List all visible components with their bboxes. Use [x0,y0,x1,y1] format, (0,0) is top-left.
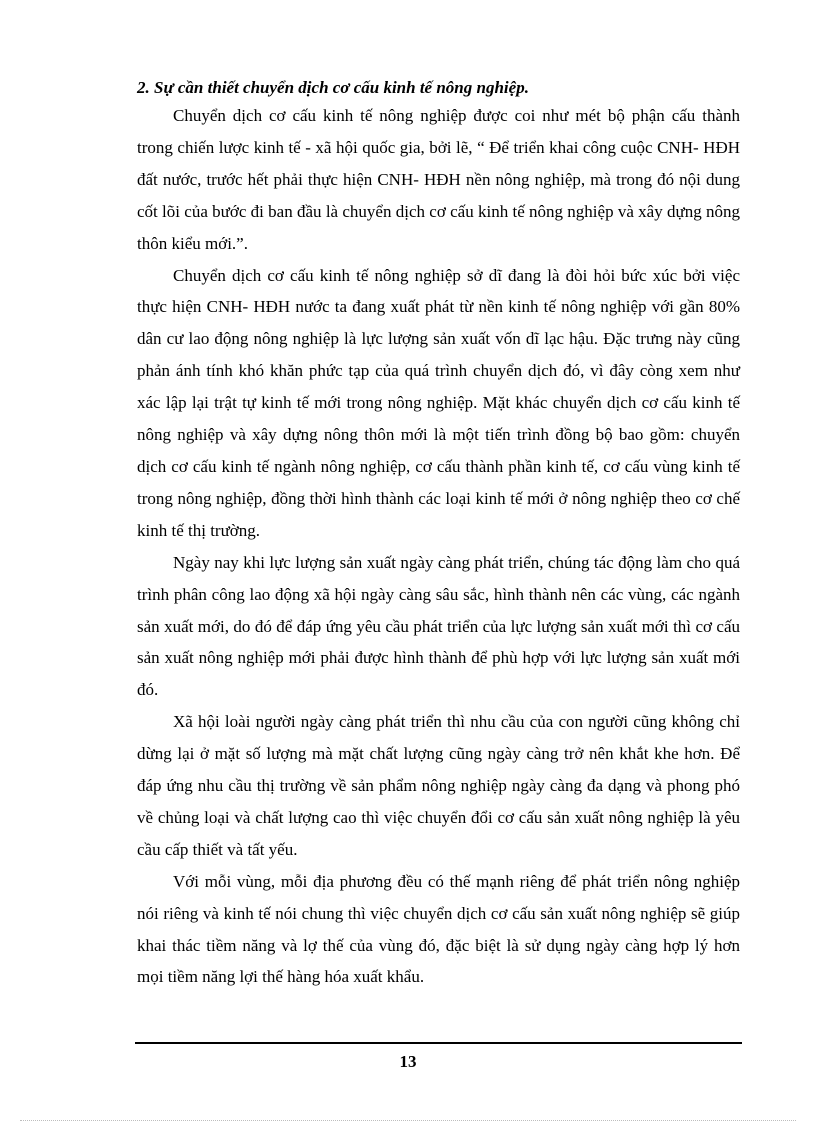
page-body [137,76,740,993]
section-heading: 2. Sự cần thiết chuyển dịch cơ cấu kinh tế nông nghiệp. [137,78,529,97]
paragraph-2: Chuyển dịch cơ cấu kinh tế nông nghiệp sở dĩ đang là đòi hỏi bức xúc bởi việc thực hiện CNH- HĐH nước ta đang xuất phát từ nền kinh tế nông nghiệp với gần 80% dân cư lao động nông nghiệp là lực lượng sản xuất vốn dĩ lạc hậu. Đặc trưng này cũng phản ánh tính khó khăn phức tạp của quá trình chuyển dịch đó, vì đây còng xem như xác lập lại trật tự kinh tế mới trong nông nghiệp. Mặt khác chuyển dịch cơ cấu kinh tế nông nghiệp và xây dựng nông thôn mới là một tiến trình đồng bộ bao gồm: chuyển dịch cơ cấu kinh tế ngành nông nghiệp, cơ cấu thành phần kinh tế, cơ cấu vùng kinh tế trong nông nghiệp, đồng thời hình thành các loại kinh tế mới ở nông nghiệp theo cơ chế kinh tế thị trường. [137,265,740,540]
paragraph-5: Với mỗi vùng, mỗi địa phương đều có thế mạnh riêng để phát triển nông nghiệp nói riêng và kinh tế nói chung thì việc chuyển dịch cơ cấu sản xuất nông nghiệp sẽ giúp khai thác tiềm năng và lợ thế của vùng đó, đặc biệt là sử dụng ngày càng hợp lý hơn mọi tiềm năng lợi thế hàng hóa xuất khẩu. [137,871,740,987]
paragraph-3: Ngày nay khi lực lượng sản xuất ngày càng phát triển, chúng tác động làm cho quá trình phân công lao động xã hội ngày càng sâu sắc, hình thành nên các vùng, các ngành sản xuất mới, do đó để đáp ứng yêu cầu phát triển của lực lượng sản xuất mới thì cơ cấu sản xuất nông nghiệp mới phải được hình thành để phù hợp với lực lượng sản xuất mới đó. [137,552,740,700]
footer-divider [135,1042,742,1044]
paragraph-4: Xã hội loài người ngày càng phát triển thì nhu cầu của con người cũng không chỉ dừng lại ở mặt số lượng mà mặt chất lượng cũng ngày càng trở nên khắt khe hơn. Để đáp ứng nhu cầu thị trường về sản phẩm nông nghiệp ngày càng đa dạng và phong phó về chủng loại và chất lượng cao thì việc chuyển đổi cơ cấu sản xuất nông nghiệp là yêu cầu cấp thiết và tất yếu. [137,712,740,859]
page-bottom-edge [20,1120,796,1121]
paragraph-1: Chuyển dịch cơ cấu kinh tế nông nghiệp được coi như mét bộ phận cấu thành trong chiến lược kinh tế - xã hội quốc gia, bởi lẽ, “ Để triển khai công cuộc CNH- HĐH đất nước, trước hết phải thực hiện CNH- HĐH nền nông nghiệp, mà trong đó nội dung cốt lõi của bước đi ban đầu là chuyển dịch cơ cấu kinh tế nông nghiệp và xây dựng nông thôn kiểu mới.”. [137,106,740,253]
page-number: 13 [399,1052,417,1071]
